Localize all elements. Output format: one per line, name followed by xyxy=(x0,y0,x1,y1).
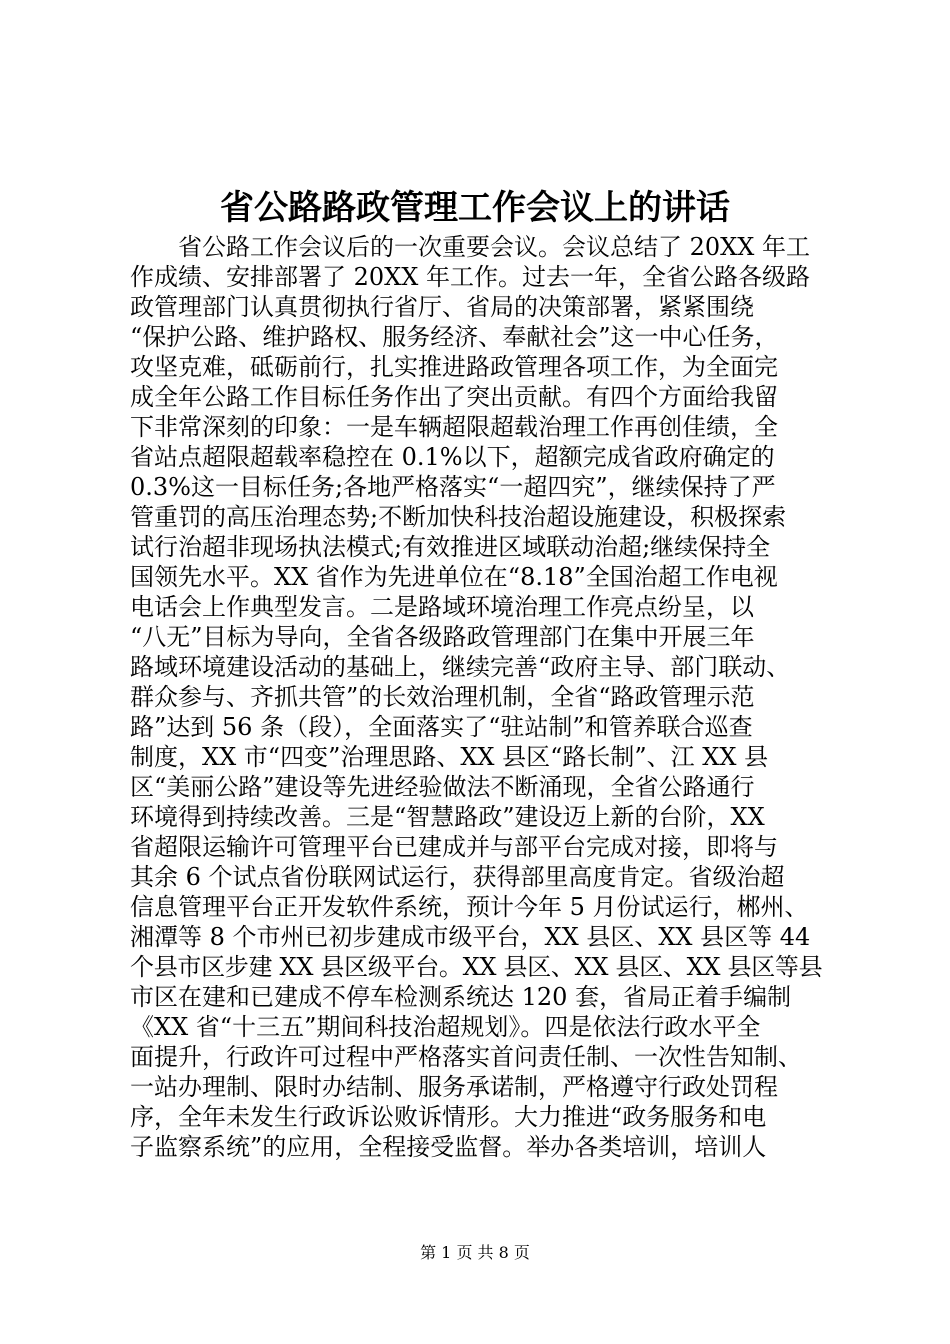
document-title: 省公路路政管理工作会议上的讲话 xyxy=(220,188,730,228)
body-line: 国领先水平。XX 省作为先进单位在“8.18”全国治超工作电视 xyxy=(130,563,778,591)
body-line: 群众参与、齐抓共管”的长效治理机制，全省“路政管理示范 xyxy=(130,683,755,711)
body-line: 政管理部门认真贯彻执行省厅、省局的决策部署，紧紧围绕 xyxy=(130,293,754,321)
document-body xyxy=(130,232,825,1162)
body-line: 电话会上作典型发言。二是路域环境治理工作亮点纷呈，以 xyxy=(130,593,754,621)
page-footer: 第 1 页 共 8 页 xyxy=(420,1243,530,1262)
body-line: 省超限运输许可管理平台已建成并与部平台完成对接，即将与 xyxy=(130,833,778,861)
body-line: 0.3%这一目标任务;各地严格落实“一超四究”，继续保持了严 xyxy=(130,473,776,501)
body-line: “保护公路、维护路权、服务经济、奉献社会”这一中心任务， xyxy=(130,323,779,351)
body-line: 作成绩、安排部署了 20XX 年工作。过去一年，全省公路各级路 xyxy=(130,263,810,291)
body-line: 信息管理平台正开发软件系统，预计今年 5 月份试运行，郴州、 xyxy=(130,893,809,921)
body-line: 成全年公路工作目标任务作出了突出贡献。有四个方面给我留 xyxy=(130,383,778,411)
body-line: 子监察系统”的应用，全程接受监督。举办各类培训，培训人 xyxy=(130,1133,767,1161)
body-line: 省公路工作会议后的一次重要会议。会议总结了 20XX 年工 xyxy=(178,233,810,261)
body-line: 区“美丽公路”建设等先进经验做法不断涌现，全省公路通行 xyxy=(130,773,755,801)
body-line: 试行治超非现场执法模式;有效推进区域联动治超;继续保持全 xyxy=(130,533,771,561)
body-line: 环境得到持续改善。三是“智慧路政”建设迈上新的台阶，XX xyxy=(130,803,765,831)
body-line: 下非常深刻的印象：一是车辆超限超载治理工作再创佳绩，全 xyxy=(130,413,778,441)
body-line: 其余 6 个试点省份联网试运行，获得部里高度肯定。省级治超 xyxy=(130,863,785,891)
body-line: 一站办理制、限时办结制、服务承诺制，严格遵守行政处罚程 xyxy=(130,1073,778,1101)
body-line: 制度，XX 市“四变”治理思路、XX 县区“路长制”、江 XX 县 xyxy=(130,743,769,771)
body-line: 湘潭等 8 个市州已初步建成市级平台，XX 县区、XX 县区等 44 xyxy=(130,923,811,951)
body-line: 个县市区步建 XX 县区级平台。XX 县区、XX 县区、XX 县区等县 xyxy=(130,953,823,981)
body-line: 路域环境建设活动的基础上，继续完善“政府主导、部门联动、 xyxy=(130,653,791,681)
body-line: 攻坚克难，砥砺前行，扎实推进路政管理各项工作，为全面完 xyxy=(130,353,778,381)
body-line: 序，全年未发生行政诉讼败诉情形。大力推进“政务服务和电 xyxy=(130,1103,767,1131)
body-line: 省站点超限超载率稳控在 0.1%以下，超额完成省政府确定的 xyxy=(130,443,775,471)
body-line: “八无”目标为导向，全省各级路政管理部门在集中开展三年 xyxy=(130,623,755,651)
body-line: 市区在建和已建成不停车检测系统达 120 套，省局正着手编制 xyxy=(130,983,792,1011)
body-line: 管重罚的高压治理态势;不断加快科技治超设施建设，积极探索 xyxy=(130,503,787,531)
body-line: 面提升，行政许可过程中严格落实首问责任制、一次性告知制、 xyxy=(130,1043,802,1071)
body-line: 路”达到 56 条（段），全面落实了“驻站制”和管养联合巡查 xyxy=(130,713,753,741)
body-line: 《XX 省“十三五”期间科技治超规划》。四是依法行政水平全 xyxy=(130,1013,761,1041)
